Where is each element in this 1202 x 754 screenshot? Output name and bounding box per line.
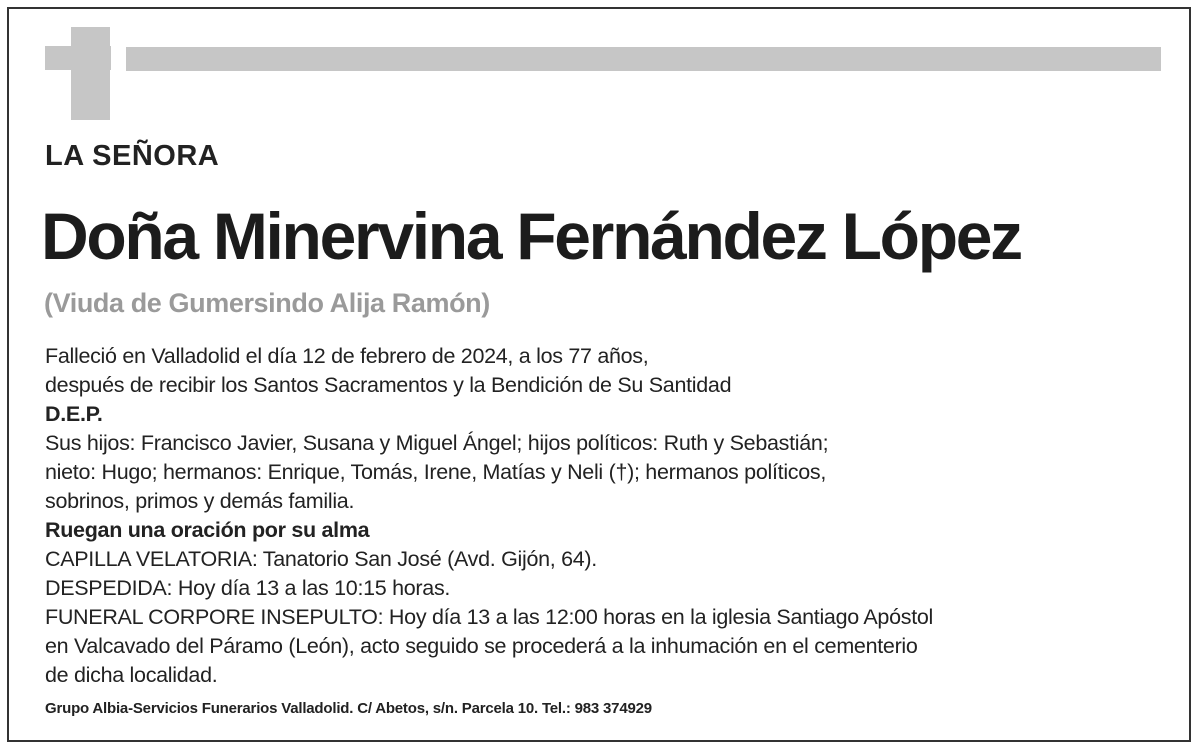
- funeral-line-2: en Valcavado del Páramo (León), acto seguido se procederá a la inhumación en el cementerio: [45, 634, 918, 658]
- heading: LA SEÑORA: [45, 140, 220, 172]
- notice-body: [45, 342, 1165, 690]
- funeral-line-3: de dicha localidad.: [45, 663, 218, 687]
- chapel-line: CAPILLA VELATORIA: Tanatorio San José (Avd. Gijón, 64).: [45, 547, 597, 571]
- death-line: Falleció en Valladolid el día 12 de febrero de 2024, a los 77 años,: [45, 344, 649, 368]
- farewell-line: DESPEDIDA: Hoy día 13 a las 10:15 horas.: [45, 576, 451, 600]
- family-line-1: Sus hijos: Francisco Javier, Susana y Miguel Ángel; hijos políticos: Ruth y Sebastián;: [45, 431, 829, 455]
- family-line-2: nieto: Hugo; hermanos: Enrique, Tomás, Irene, Matías y Neli (†); hermanos políticos,: [45, 460, 827, 484]
- prayer-line: Ruegan una oración por su alma: [45, 518, 370, 542]
- footer-contact: Grupo Albia-Servicios Funerarios Valladolid. C/ Abetos, s/n. Parcela 10. Tel.: 983 374929: [45, 700, 652, 717]
- header-rule: [126, 47, 1161, 71]
- widow-line: (Viuda de Gumersindo Alija Ramón): [44, 288, 490, 318]
- funeral-line-1: FUNERAL CORPORE INSEPULTO: Hoy día 13 a las 12:00 horas en la iglesia Santiago Apóstol: [45, 605, 934, 629]
- cross-icon-bar: [45, 46, 111, 70]
- dep-label: D.E.P.: [45, 402, 103, 426]
- sacraments-line: después de recibir los Santos Sacramentos y la Bendición de Su Santidad: [45, 373, 732, 397]
- family-line-3: sobrinos, primos y demás familia.: [45, 489, 355, 513]
- cross-icon: [71, 27, 110, 120]
- deceased-name: Doña Minervina Fernández López: [41, 199, 1021, 273]
